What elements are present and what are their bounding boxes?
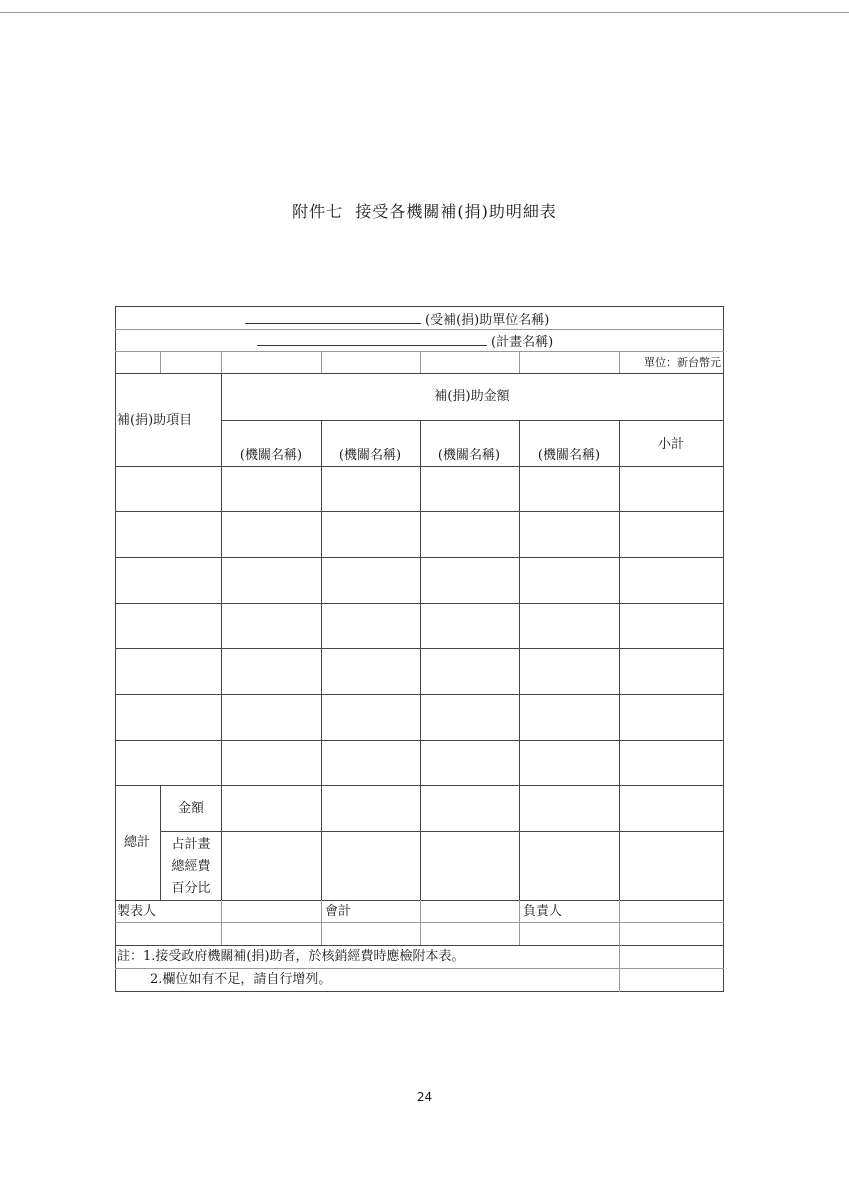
recipient-unit-blank <box>245 310 421 324</box>
col-line <box>420 420 421 900</box>
project-name-label: (計畫名稱) <box>491 335 554 350</box>
project-name-row <box>257 332 553 351</box>
agency-header-3: (機關名稱) <box>437 448 501 463</box>
note-2: 2.欄位如有不足，請自行增列。 <box>150 972 332 987</box>
guide-line <box>160 351 161 373</box>
guide-line <box>519 351 520 373</box>
guide-line <box>519 900 520 945</box>
border-right <box>723 306 724 992</box>
guide-line <box>115 968 724 969</box>
subtotal-header: 小計 <box>657 437 685 452</box>
total-amount-label: 金額 <box>177 801 205 816</box>
notes-top-line <box>115 945 724 946</box>
col-line <box>221 373 222 900</box>
top-rule <box>0 12 849 13</box>
total-label: 總計 <box>123 835 151 850</box>
guide-line <box>221 351 222 373</box>
page-number: 24 <box>416 1090 433 1104</box>
col-line <box>321 420 322 900</box>
guide-line <box>619 351 620 373</box>
preparer-label: 製表人 <box>117 904 157 919</box>
guide-line <box>321 351 322 373</box>
subsidy-detail-form <box>115 306 724 992</box>
guide-line <box>115 329 724 330</box>
item-header: 補(捐)助項目 <box>117 413 193 428</box>
supervisor-label: 負責人 <box>523 904 563 919</box>
col-line <box>619 420 620 900</box>
project-name-blank <box>257 332 487 346</box>
border-left <box>115 306 116 992</box>
guide-line <box>221 900 222 945</box>
agency-header-2: (機關名稱) <box>338 448 402 463</box>
recipient-unit-label: (受補(捐)助單位名稱) <box>425 313 550 328</box>
total-mid-line <box>160 831 724 832</box>
unit-label: 單位：新台幣元 <box>644 356 721 369</box>
guide-line <box>619 900 620 992</box>
guide-line <box>321 900 322 945</box>
border-top <box>115 306 724 307</box>
total-col-line <box>160 785 161 900</box>
agency-header-4: (機關名稱) <box>537 448 601 463</box>
percent-label-line-1: 占計畫 <box>171 837 211 852</box>
col-line <box>519 420 520 900</box>
guide-line <box>420 900 421 945</box>
amount-header-line <box>221 420 724 421</box>
agency-header-1: (機關名稱) <box>239 448 303 463</box>
note-1: 註：1.接受政府機關補(捐)助者，於核銷經費時應檢附本表。 <box>117 949 465 964</box>
recipient-unit-row <box>245 310 549 329</box>
header-top-line <box>115 373 724 374</box>
percent-label-line-2: 總經費 <box>171 859 211 874</box>
guide-line <box>420 351 421 373</box>
amount-header: 補(捐)助金額 <box>434 389 510 404</box>
accountant-label: 會計 <box>325 904 352 919</box>
border-bottom <box>115 991 724 992</box>
page-title: 附件七 接受各機關補(捐)助明細表 <box>292 202 557 221</box>
percent-label-line-3: 百分比 <box>171 881 211 896</box>
